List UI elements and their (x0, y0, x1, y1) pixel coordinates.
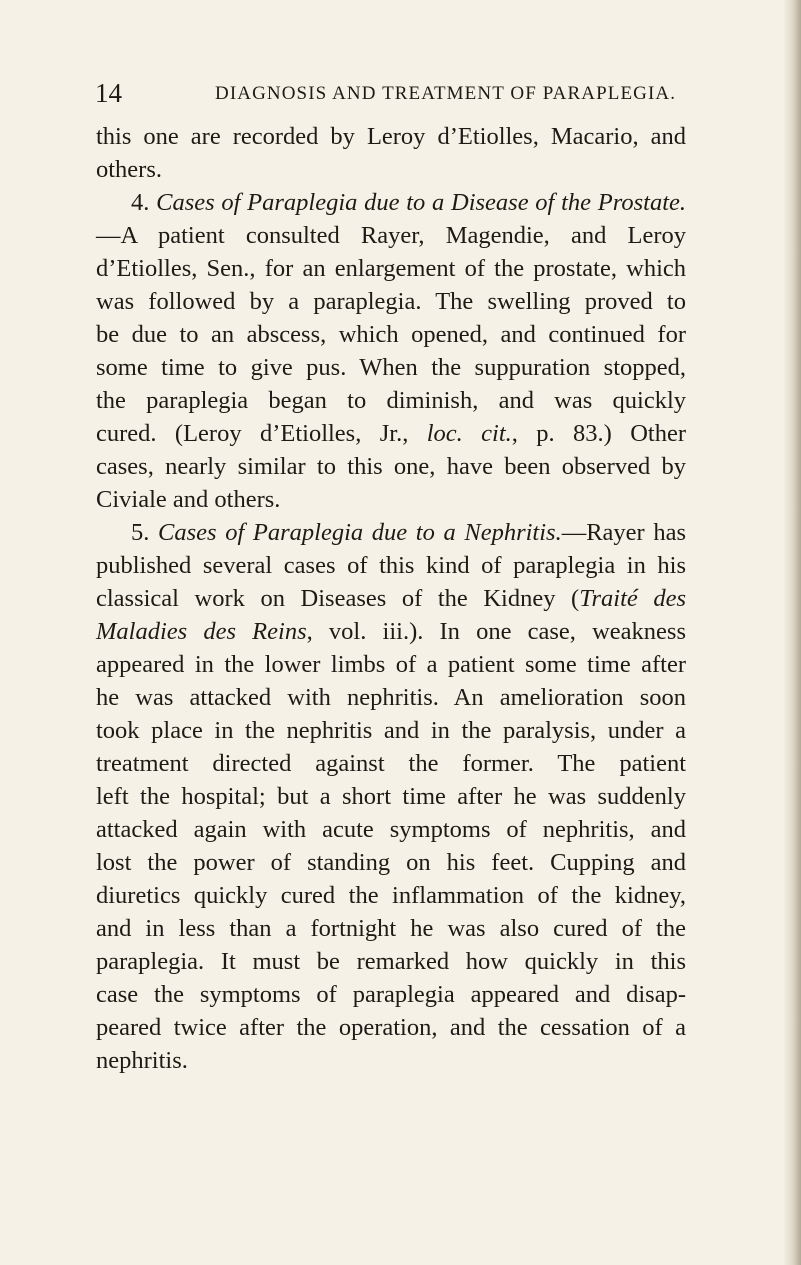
text-line: he was attacked with nephritis. An amelioration soon (96, 684, 686, 711)
section-heading-prostate: 4. Cases of Paraplegia due to a Disease of the Prostate. (131, 189, 686, 216)
text-line: nephritis. (96, 1047, 188, 1074)
text-line: this one are recorded by Leroy d’Etiolles, Macario, and (96, 123, 686, 150)
text-line: others. (96, 156, 162, 183)
text-line: case the symptoms of paraplegia appeared and disap- (96, 981, 686, 1008)
page-edge-shadow (783, 0, 801, 1265)
page-header (95, 78, 695, 108)
text-line: and in less than a fortnight he was also cured of the (96, 915, 686, 942)
text-line: peared twice after the operation, and the cessation of a (96, 1014, 686, 1041)
text-line: classical work on Diseases of the Kidney (Traité des (96, 585, 686, 612)
text-line: attacked again with acute symptoms of nephritis, and (96, 816, 686, 843)
text-line: —A patient consulted Rayer, Magendie, and Leroy (96, 222, 686, 249)
page-number: 14 (95, 78, 122, 108)
text-line: some time to give pus. When the suppuration stopped, (96, 354, 686, 381)
text-line: diuretics quickly cured the inflammation of the kidney, (96, 882, 686, 909)
text-line: treatment directed against the former. The patient (96, 750, 686, 777)
text-line: lost the power of standing on his feet. Cupping and (96, 849, 686, 876)
text-line: Maladies des Reins, vol. iii.). In one case, weakness (96, 618, 686, 645)
text-line: cured. (Leroy d’Etiolles, Jr., loc. cit., p. 83.) Other (96, 420, 687, 447)
text-line: paraplegia. It must be remarked how quickly in this (96, 948, 686, 975)
text-line: cases, nearly similar to this one, have been observed by (96, 453, 686, 480)
text-line: left the hospital; but a short time after he was suddenly (96, 783, 686, 810)
text-line: was followed by a paraplegia. The swelling proved to (96, 288, 686, 315)
text-line: published several cases of this kind of paraplegia in his (96, 552, 686, 579)
section-heading-nephritis: 5. Cases of Paraplegia due to a Nephritis.—Rayer has (131, 519, 686, 546)
text-line: the paraplegia began to diminish, and was quickly (96, 387, 686, 414)
text-line: took place in the nephritis and in the paralysis, under a (96, 717, 686, 744)
text-line: Civiale and others. (96, 486, 281, 513)
running-head: DIAGNOSIS AND TREATMENT OF PARAPLEGIA. (215, 83, 677, 104)
text-line: be due to an abscess, which opened, and continued for (96, 321, 686, 348)
body-text (96, 120, 686, 1077)
text-line: appeared in the lower limbs of a patient some time after (96, 651, 686, 678)
text-line: d’Etiolles, Sen., for an enlargement of the prostate, which (96, 255, 686, 282)
